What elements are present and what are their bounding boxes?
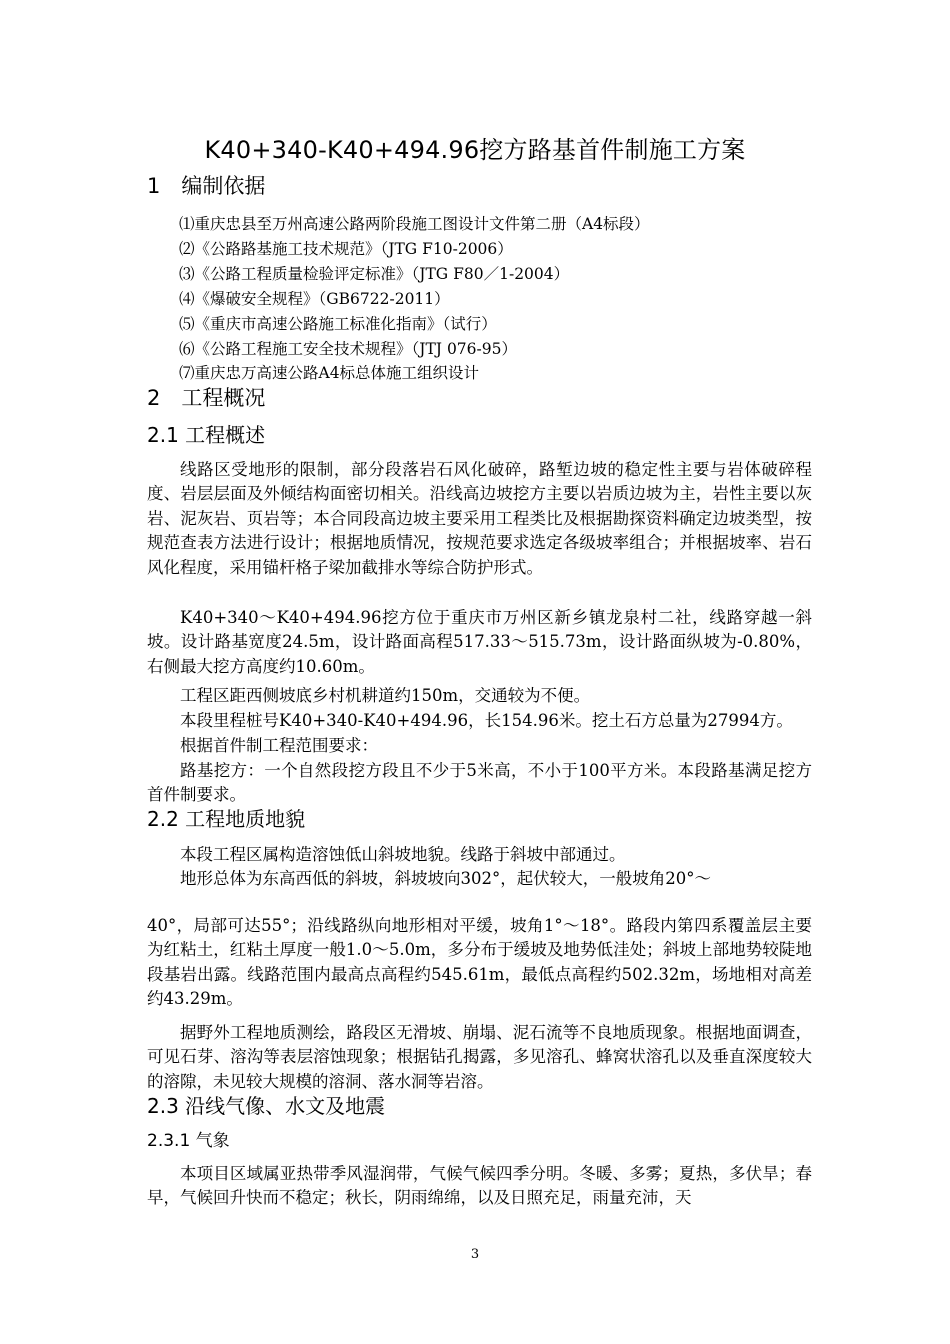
reference-item: ⑴重庆忠县至万州高速公路两阶段施工图设计文件第二册（A4标段） xyxy=(179,215,650,233)
section-2-heading: 2 工程概况 xyxy=(147,386,266,410)
reference-item: ⑷《爆破安全规程》（GB6722-2011） xyxy=(179,290,450,308)
paragraph: 据野外工程地质测绘，路段区无滑坡、崩塌、泥石流等不良地质现象。根据地面调查，可见石芽、溶沟等表层溶蚀现象；根据钻孔揭露，多见溶孔、蜂窝状溶孔以及垂直深度较大的溶隙，未见较大规模的溶洞、落水洞等岩溶。 xyxy=(147,1023,812,1091)
page-number: 3 xyxy=(470,1247,480,1262)
paragraph: 工程区距西侧坡底乡村机耕道约150m，交通较为不便。 xyxy=(180,686,591,705)
paragraph: 本段工程区属构造溶蚀低山斜坡地貌。线路于斜坡中部通过。 xyxy=(180,845,626,864)
section-2-3-heading: 2.3 沿线气像、水文及地震 xyxy=(147,1094,386,1118)
paragraph: K40+340～K40+494.96挖方位于重庆市万州区新乡镇龙泉村二社，线路穿越一斜坡。设计路基宽度24.5m，设计路面高程517.33～515.73m，设计路面纵坡为-0.80%，右侧最大挖方高度约10.60m。 xyxy=(147,608,812,676)
paragraph: 本段里程桩号K40+340-K40+494.96，长154.96米。挖土石方总量为27994方。 xyxy=(180,711,793,730)
section-2-2-heading: 2.2 工程地质地貌 xyxy=(147,807,306,831)
section-2-3-1-heading: 2.3.1 气象 xyxy=(147,1131,230,1151)
reference-item: ⑵《公路路基施工技术规范》（JTG F10-2006） xyxy=(179,240,513,258)
paragraph: 本项目区域属亚热带季风湿润带，气候气候四季分明。冬暖、多雾；夏热，多伏旱；春早，气候回升快而不稳定；秋长，阴雨绵绵，以及日照充足，雨量充沛，天 xyxy=(147,1164,812,1208)
document-title: K40+340-K40+494.96挖方路基首件制施工方案 xyxy=(204,136,746,164)
paragraph: 40°，局部可达55°；沿线路纵向地形相对平缓，坡角1°～18°。路段内第四系覆盖层主要为红粘土，红粘土厚度一般1.0～5.0m，多分布于缓坡及地势低洼处；斜坡上部地势较陡地段基岩出露。线路范围内最高点高程约545.61m，最低点高程约502.32m，场地相对高差约43.29m。 xyxy=(147,916,812,1009)
reference-item: ⑹《公路工程施工安全技术规程》（JTJ 076-95） xyxy=(179,340,517,358)
reference-item: ⑺重庆忠万高速公路A4标总体施工组织设计 xyxy=(179,364,480,382)
paragraph: 地形总体为东高西低的斜坡，斜坡坡向302°，起伏较大，一般坡角20°～ xyxy=(180,869,711,888)
reference-item: ⑶《公路工程质量检验评定标准》（JTG F80／1-2004） xyxy=(179,265,570,283)
paragraph: 线路区受地形的限制，部分段落岩石风化破碎，路堑边坡的稳定性主要与岩体破碎程度、岩层层面及外倾结构面密切相关。沿线高边坡挖方主要以岩质边坡为主，岩性主要以灰岩、泥灰岩、页岩等；本合同段高边坡主要采用工程类比及根据勘探资料确定边坡类型，按规范查表方法进行设计；根据地质情况，按规范要求选定各级坡率组合；并根据坡率、岩石风化程度，采用锚杆格子梁加截排水等综合防护形式。 xyxy=(147,460,812,577)
reference-item: ⑸《重庆市高速公路施工标准化指南》（试行） xyxy=(179,315,497,333)
paragraph: 根据首件制工程范围要求： xyxy=(180,736,378,755)
paragraph: 路基挖方：一个自然段挖方段且不少于5米高，不小于100平方米。本段路基满足挖方首件制要求。 xyxy=(147,761,812,805)
section-2-1-heading: 2.1 工程概述 xyxy=(147,423,266,447)
section-1-heading: 1 编制依据 xyxy=(147,174,266,198)
